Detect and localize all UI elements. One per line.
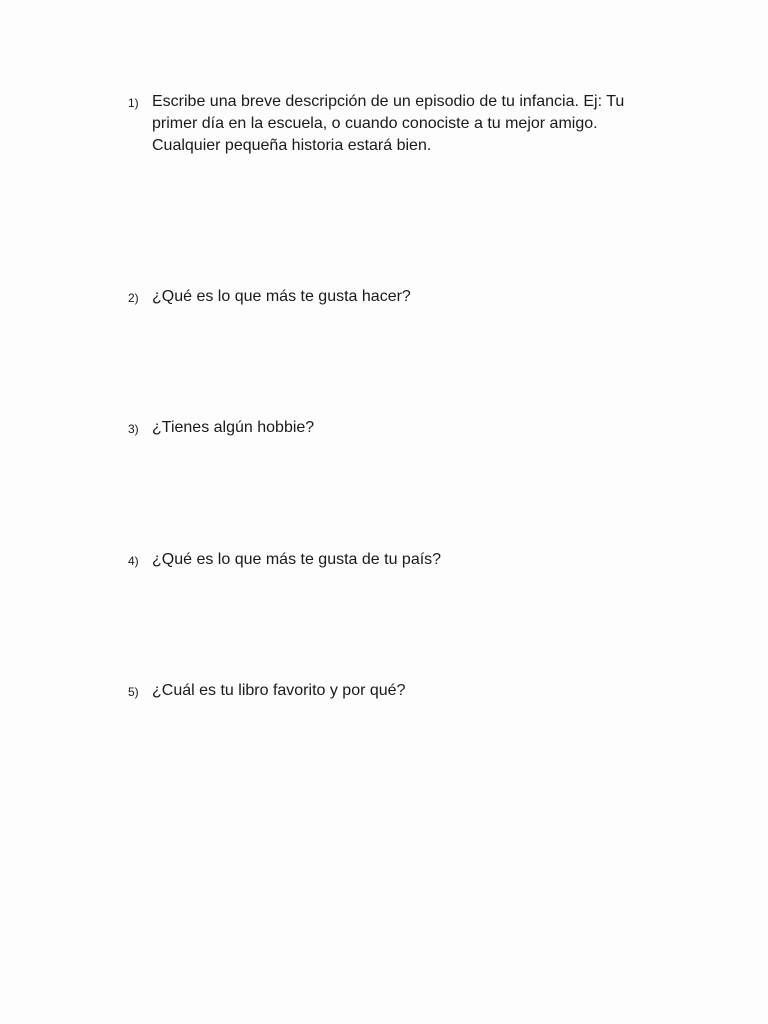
question-text: ¿Cuál es tu libro favorito y por qué? bbox=[152, 682, 406, 699]
question-1 bbox=[128, 91, 688, 157]
question-number: 4) bbox=[128, 554, 139, 568]
question-number: 3) bbox=[128, 422, 139, 436]
question-2 bbox=[128, 286, 688, 309]
question-number: 2) bbox=[128, 291, 139, 305]
question-number: 5) bbox=[128, 685, 139, 699]
question-text: Escribe una breve descripción de un episodio de tu infancia. Ej: Tu primer día en la escuela, o cuando conociste a tu mejor amigo. Cualquier pequeña historia estará bien. bbox=[152, 93, 625, 154]
question-3 bbox=[128, 417, 688, 440]
question-4 bbox=[128, 549, 688, 572]
question-text: ¿Qué es lo que más te gusta de tu país? bbox=[152, 551, 442, 568]
question-text: ¿Qué es lo que más te gusta hacer? bbox=[152, 288, 411, 305]
question-text: ¿Tienes algún hobbie? bbox=[152, 419, 315, 436]
question-5 bbox=[128, 680, 688, 703]
question-number: 1) bbox=[128, 96, 139, 110]
